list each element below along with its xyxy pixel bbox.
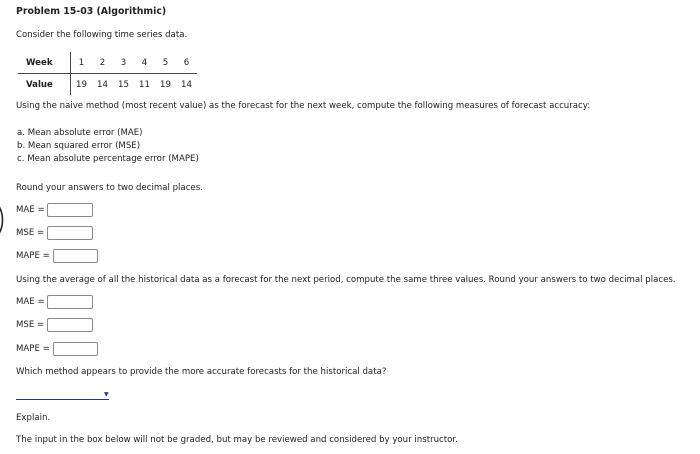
naive-mse-label: MSE =	[16, 228, 45, 238]
average-mae-input[interactable]	[48, 296, 92, 308]
week-cell: 2	[92, 52, 113, 74]
week-cell: 5	[155, 52, 176, 74]
naive-item-mape: c. Mean absolute percentage error (MAPE)	[17, 154, 199, 164]
value-cell: 14	[97, 79, 108, 90]
round-note: Round your answers to two decimal places.	[16, 183, 203, 193]
time-series-table	[18, 52, 197, 95]
naive-question: Using the naive method (most recent value) as the forecast for the next week, compute the following measures of forecast accuracy:	[16, 101, 591, 111]
week-cell: 4	[134, 52, 155, 74]
naive-mape-input[interactable]	[54, 250, 97, 262]
week-cell: 6	[176, 52, 197, 74]
average-mse-input-box[interactable]	[47, 318, 93, 332]
value-cell: 11	[139, 79, 150, 90]
average-mae-input-box[interactable]	[47, 295, 93, 309]
problem-title: Problem 15-03 (Algorithmic)	[16, 6, 167, 17]
explain-label: Explain.	[16, 413, 51, 423]
average-mse-label: MSE =	[16, 320, 45, 330]
naive-item-mae: a. Mean absolute error (MAE)	[17, 128, 143, 138]
average-mape-input[interactable]	[54, 343, 97, 355]
average-mape-label: MAPE =	[16, 344, 50, 354]
problem-intro: Consider the following time series data.	[16, 30, 188, 40]
average-mse-input[interactable]	[48, 319, 92, 331]
week-cell: 1	[71, 52, 93, 74]
explain-note: The input in the box below will not be graded, but may be reviewed and considered by your instructor.	[16, 435, 458, 445]
naive-mae-input[interactable]	[48, 204, 92, 216]
method-dropdown[interactable]	[16, 389, 109, 400]
average-question: Using the average of all the historical data as a forecast for the next period, compute the same three values. Round your answers to two decimal places.	[16, 275, 676, 285]
naive-mape-label: MAPE =	[16, 251, 50, 261]
naive-mape-input-box[interactable]	[53, 249, 98, 263]
value-header: Value	[18, 74, 71, 96]
focus-bracket-icon	[0, 199, 10, 241]
naive-mse-input-box[interactable]	[47, 226, 93, 240]
value-cell: 19	[76, 79, 87, 90]
naive-mse-input[interactable]	[48, 227, 92, 239]
value-row	[18, 74, 197, 96]
naive-mae-input-box[interactable]	[47, 203, 93, 217]
week-row	[18, 52, 197, 74]
comparison-question: Which method appears to provide the more accurate forecasts for the historical data?	[16, 367, 387, 377]
naive-mae-label: MAE =	[16, 205, 45, 215]
average-mae-label: MAE =	[16, 297, 45, 307]
value-cell: 14	[181, 79, 192, 90]
average-mape-input-box[interactable]	[53, 342, 98, 356]
week-cell: 3	[113, 52, 134, 74]
value-cell: 19	[160, 79, 171, 90]
value-cell: 15	[118, 79, 129, 90]
naive-item-mse: b. Mean squared error (MSE)	[17, 141, 141, 151]
dropdown-arrow-icon[interactable]: ▼	[104, 391, 109, 398]
week-header: Week	[18, 52, 71, 74]
